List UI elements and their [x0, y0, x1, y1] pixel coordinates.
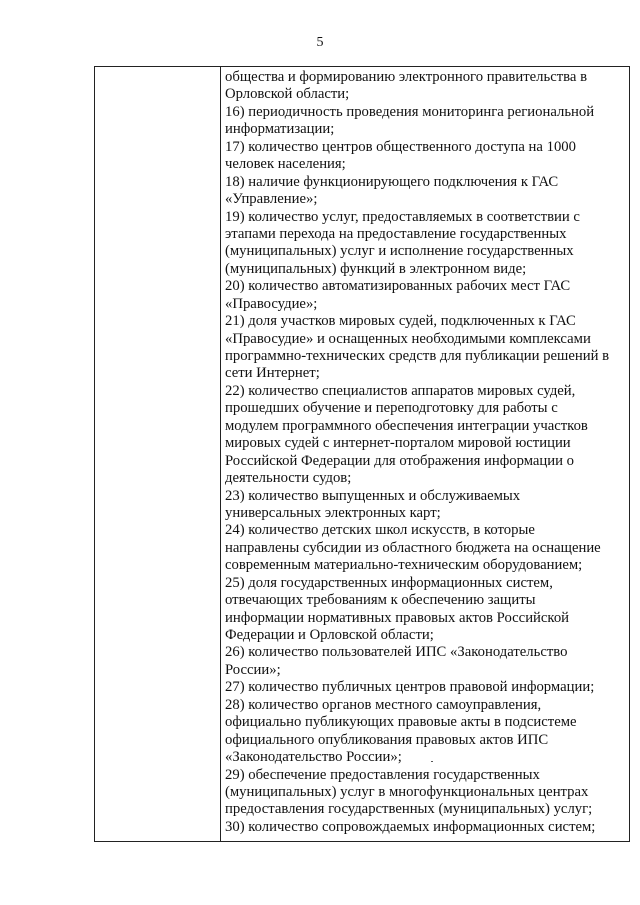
text-line: 18) наличие функционирующего подключения к ГАС	[225, 173, 559, 190]
text-line: Орловской области;	[225, 86, 350, 103]
text-line: России»;	[225, 661, 281, 678]
text-line: Российской Федерации для отображения информации о	[225, 452, 575, 469]
right-cell	[221, 67, 630, 842]
indicators-text	[221, 67, 629, 836]
table-row	[95, 67, 630, 842]
text-line: информации нормативных правовых актов Российской	[225, 609, 570, 626]
left-cell	[95, 67, 221, 842]
text-line: Федерации и Орловской области;	[225, 627, 434, 643]
text-line: отвечающих требованиям к обеспечению защиты	[225, 592, 536, 609]
page-number: 5	[316, 35, 324, 50]
text-line: предоставления государственных (муниципальных) услуг;	[225, 801, 593, 818]
text-line: 26) количество пользователей ИПС «Законодательство	[225, 644, 568, 661]
text-line: 27) количество публичных центров правовой информации;	[225, 679, 595, 696]
indicators-table	[94, 66, 630, 842]
text-line: официального опубликования правовых актов ИПС	[225, 731, 549, 748]
text-line: прошедших обучение и переподготовку для работы с	[225, 400, 558, 417]
text-line: 28) количество органов местного самоуправления,	[225, 696, 542, 713]
text-line: 21) доля участков мировых судей, подключенных к ГАС	[225, 313, 576, 330]
text-line: деятельности судов;	[225, 470, 352, 487]
text-line: направлены субсидии из областного бюджета на оснащение	[225, 539, 601, 556]
text-line: современным материально-техническим оборудованием;	[225, 557, 583, 574]
text-line: 24) количество детских школ искусств, в которые	[225, 522, 535, 539]
text-line: человек населения;	[225, 156, 346, 173]
text-line: мировых судей с интернет-порталом мировой юстиции	[225, 435, 571, 452]
text-line: (муниципальных) функций в электронном виде;	[225, 260, 527, 277]
text-line: (муниципальных) услуг и исполнение государственных	[225, 243, 574, 260]
text-line: 19) количество услуг, предоставляемых в соответствии с	[225, 208, 580, 225]
text-line: «Управление»;	[225, 191, 318, 208]
text-line: 30) количество сопровождаемых информационных систем;	[225, 818, 596, 835]
text-line: «Законодательство России»;	[225, 749, 402, 766]
text-line: официально публикующих правовые акты в подсистеме	[225, 714, 577, 731]
text-line: сети Интернет;	[225, 365, 320, 382]
text-line: «Правосудие»;	[225, 295, 318, 312]
text-line: 29) обеспечение предоставления государственных	[225, 766, 540, 783]
text-line: информатизации;	[225, 121, 335, 138]
scan-speck	[431, 761, 433, 762]
text-line: этапами перехода на предоставление государственных	[225, 225, 567, 242]
text-line: 20) количество автоматизированных рабочих мест ГАС	[225, 278, 571, 295]
text-line: программно-технических средств для публикации решений в	[225, 348, 610, 364]
text-line: общества и формированию электронного правительства в	[225, 69, 588, 85]
text-line: 17) количество центров общественного доступа на 1000	[225, 138, 576, 155]
text-line: универсальных электронных карт;	[225, 504, 441, 521]
text-line: (муниципальных) услуг в многофункциональных центрах	[225, 783, 589, 800]
text-line: модулем программного обеспечения интеграции участков	[225, 417, 588, 434]
text-line: 25) доля государственных информационных систем,	[225, 574, 553, 591]
text-line: «Правосудие» и оснащенных необходимыми комплексами	[225, 330, 591, 347]
text-line: 16) периодичность проведения мониторинга региональной	[225, 103, 595, 120]
text-line: 22) количество специалистов аппаратов мировых судей,	[225, 382, 576, 399]
text-line: 23) количество выпущенных и обслуживаемых	[225, 487, 521, 504]
